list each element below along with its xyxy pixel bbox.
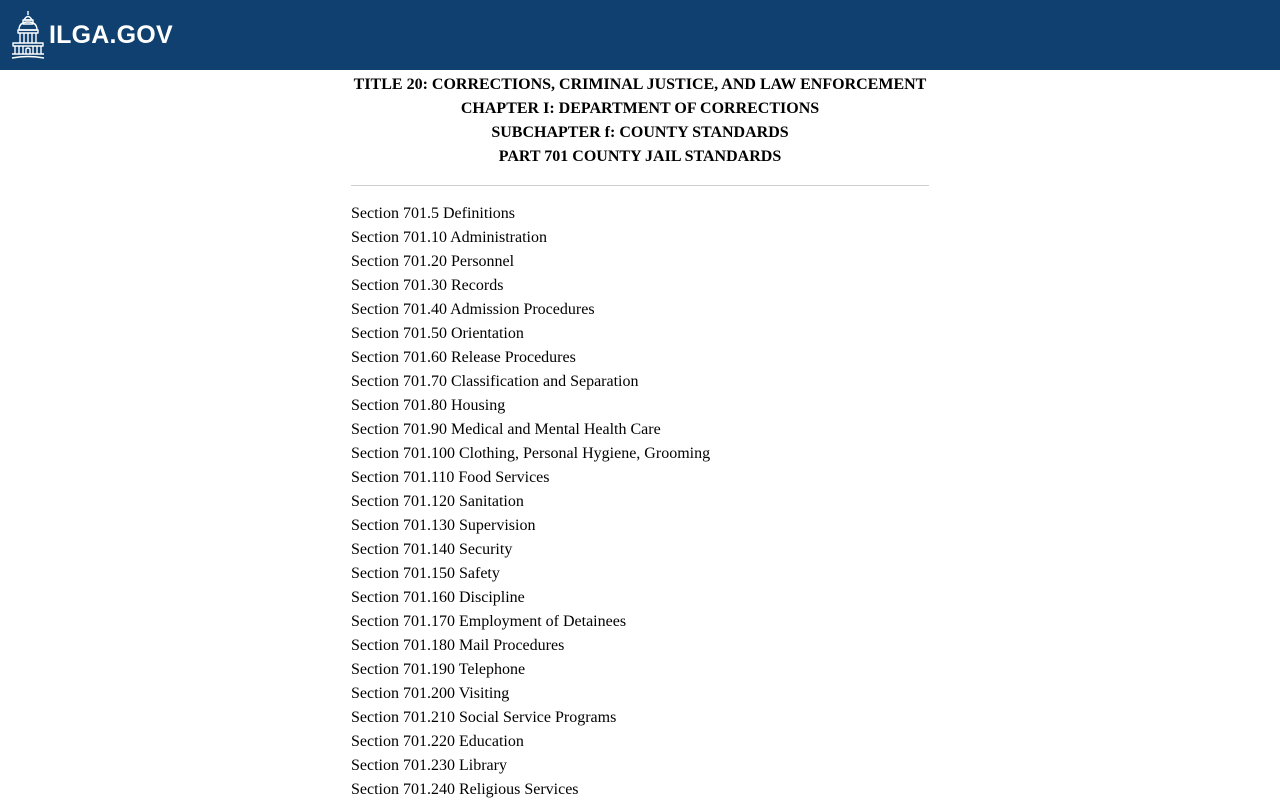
section-link[interactable]: Section 701.120 Sanitation [351,493,524,510]
list-item [351,250,929,274]
section-link[interactable]: Section 701.210 Social Service Programs [351,709,617,726]
section-link[interactable]: Section 701.40 Admission Procedures [351,301,595,318]
list-item [351,730,929,754]
list-item [351,418,929,442]
section-link[interactable]: Section 701.80 Housing [351,397,506,414]
list-item [351,706,929,730]
section-link[interactable]: Section 701.160 Discipline [351,589,525,606]
section-list [351,202,929,802]
section-link[interactable]: Section 701.5 Definitions [351,205,515,222]
subchapter-line: SUBCHAPTER f: COUNTY STANDARDS [491,124,789,141]
list-item [351,562,929,586]
section-link[interactable]: Section 701.110 Food Services [351,469,550,486]
section-link[interactable]: Section 701.10 Administration [351,229,547,246]
part-line: PART 701 COUNTY JAIL STANDARDS [498,148,782,165]
section-link[interactable]: Section 701.230 Library [351,757,507,774]
list-item [351,394,929,418]
section-link[interactable]: Section 701.90 Medical and Mental Health Care [351,421,661,438]
chapter-line: CHAPTER I: DEPARTMENT OF CORRECTIONS [460,100,820,117]
capitol-building-icon [11,10,45,60]
divider [351,185,929,186]
list-item [351,346,929,370]
title-line: TITLE 20: CORRECTIONS, CRIMINAL JUSTICE, AND LAW ENFORCEMENT [353,76,927,93]
section-link[interactable]: Section 701.200 Visiting [351,685,510,702]
list-item [351,610,929,634]
section-link[interactable]: Section 701.240 Religious Services [351,781,579,798]
list-item [351,538,929,562]
document-heading [351,73,929,169]
list-item [351,322,929,346]
site-header [0,0,1280,70]
site-title: ILGA.GOV [49,21,173,49]
list-item [351,298,929,322]
section-link[interactable]: Section 701.220 Education [351,733,524,750]
list-item [351,514,929,538]
section-link[interactable]: Section 701.140 Security [351,541,513,558]
list-item [351,682,929,706]
section-link[interactable]: Section 701.70 Classification and Separation [351,373,639,390]
list-item [351,634,929,658]
list-item [351,274,929,298]
list-item [351,490,929,514]
list-item [351,466,929,490]
section-link[interactable]: Section 701.190 Telephone [351,661,526,678]
list-item [351,370,929,394]
section-link[interactable]: Section 701.30 Records [351,277,504,294]
list-item [351,202,929,226]
section-link[interactable]: Section 701.130 Supervision [351,517,536,534]
list-item [351,658,929,682]
list-item [351,442,929,466]
section-link[interactable]: Section 701.170 Employment of Detainees [351,613,627,630]
list-item [351,226,929,250]
list-item [351,778,929,802]
section-link[interactable]: Section 701.100 Clothing, Personal Hygiene, Grooming [351,445,711,462]
section-link[interactable]: Section 701.180 Mail Procedures [351,637,565,654]
home-logo-link[interactable] [11,10,173,60]
list-item [351,586,929,610]
section-link[interactable]: Section 701.60 Release Procedures [351,349,576,366]
section-link[interactable]: Section 701.150 Safety [351,565,500,582]
document-content [351,73,929,802]
section-link[interactable]: Section 701.20 Personnel [351,253,515,270]
section-link[interactable]: Section 701.50 Orientation [351,325,524,342]
list-item [351,754,929,778]
